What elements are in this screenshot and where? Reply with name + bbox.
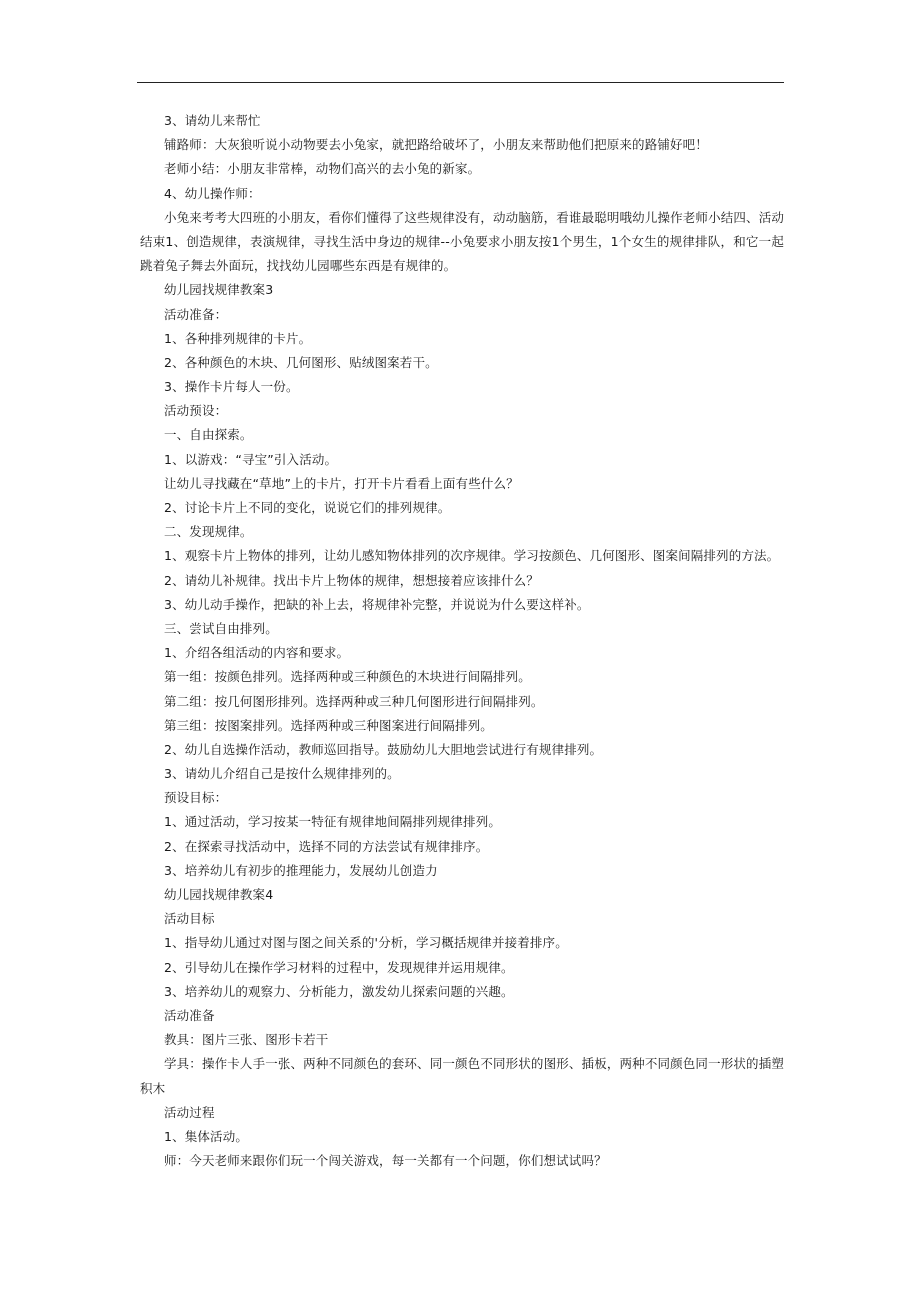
text-paragraph: 小兔来考考大四班的小朋友，看你们懂得了这些规律没有，动动脑筋，看谁最聪明哦幼儿操作老师小结四、活动结束1、创造规律，表演规律，寻找生活中身边的规律--小兔要求小朋友按1个男生，1个女生的规律排队，和它一起跳着兔子舞去外面玩，找找幼儿园哪些东西是有规律的。 [140,209,784,274]
text-line: 3、培养幼儿有初步的推理能力，发展幼儿创造力 [164,862,438,878]
header-rule [137,82,784,83]
text-line: 1、指导幼儿通过对图与图之间关系的'分析，学习概括规律并接着排序。 [164,935,568,951]
text-line: 3、操作卡片每人一份。 [164,379,299,395]
text-line: 2、幼儿自选操作活动，教师巡回指导。鼓励幼儿大胆地尝试进行有规律排列。 [164,741,603,757]
text-line: 活动预设： [164,403,228,419]
text-line: 3、培养幼儿的观察力、分析能力，激发幼儿探索问题的兴趣。 [164,983,514,999]
text-line: 2、各种颜色的木块、几何图形、贴绒图案若干。 [164,354,438,370]
text-line: 二、发现规律。 [164,524,253,540]
text-line: 让幼儿寻找藏在“草地”上的卡片，打开卡片看看上面有些什么？ [164,475,519,491]
text-line: 活动目标 [164,911,215,927]
text-line: 1、集体活动。 [164,1128,249,1144]
text-line: 2、在探索寻找活动中，选择不同的方法尝试有规律排序。 [164,838,489,854]
text-paragraph: 学具：操作卡人手一张、两种不同颜色的套环、同一颜色不同形状的图形、插板，两种不同颜色同一形状的插塑积木 [140,1056,784,1096]
text-line: 老师小结：小朋友非常棒，动物们高兴的去小兔的新家。 [164,161,481,177]
text-line: 活动过程 [164,1104,215,1120]
text-line: 2、引导幼儿在操作学习材料的过程中，发现规律并运用规律。 [164,959,514,975]
text-line: 1、通过活动，学习按某一特征有规律地间隔排列规律排列。 [164,814,502,830]
text-line: 2、请幼儿补规律。找出卡片上物体的规律，想想接着应该排什么？ [164,572,539,588]
text-line: 教具：图片三张、图形卡若干 [164,1032,329,1048]
text-line: 1、介绍各组活动的内容和要求。 [164,645,350,661]
text-line: 第三组：按图案排列。选择两种或三种图案进行间隔排列。 [164,717,493,733]
text-line: 1、以游戏：“寻宝”引入活动。 [164,451,338,467]
text-line: 2、讨论卡片上不同的变化，说说它们的排列规律。 [164,500,451,516]
section-title: 幼儿园找规律教案3 [164,282,274,298]
text-line: 3、请幼儿来帮忙 [164,113,261,128]
text-line: 一、自由探索。 [164,427,253,443]
text-line: 4、幼儿操作师： [164,185,261,201]
text-line: 第一组：按颜色排列。选择两种或三种颜色的木块进行间隔排列。 [164,669,531,685]
section-title: 幼儿园找规律教案4 [164,887,274,903]
text-line: 铺路师：大灰狼听说小动物要去小兔家，就把路给破坏了，小朋友来帮助他们把原来的路铺好吧！ [164,137,708,153]
text-line: 1、各种排列规律的卡片。 [164,330,312,346]
text-line: 三、尝试自由排列。 [164,620,278,636]
text-line: 活动准备： [164,306,228,322]
text-line: 活动准备 [164,1007,215,1023]
text-line: 预设目标： [164,790,228,806]
text-line: 1、观察卡片上物体的排列，让幼儿感知物体排列的次序规律。学习按颜色、几何图形、图案间隔排列的方法。 [164,548,780,564]
text-line: 3、幼儿动手操作，把缺的补上去，将规律补完整，并说说为什么要这样补。 [164,596,590,612]
document-body [140,109,784,1173]
text-line: 3、请幼儿介绍自己是按什么规律排列的。 [164,766,400,782]
text-line: 第二组：按几何图形排列。选择两种或三种几何图形进行间隔排列。 [164,693,544,709]
text-line: 师：今天老师来跟你们玩一个闯关游戏，每一关都有一个问题，你们想试试吗？ [164,1153,607,1169]
